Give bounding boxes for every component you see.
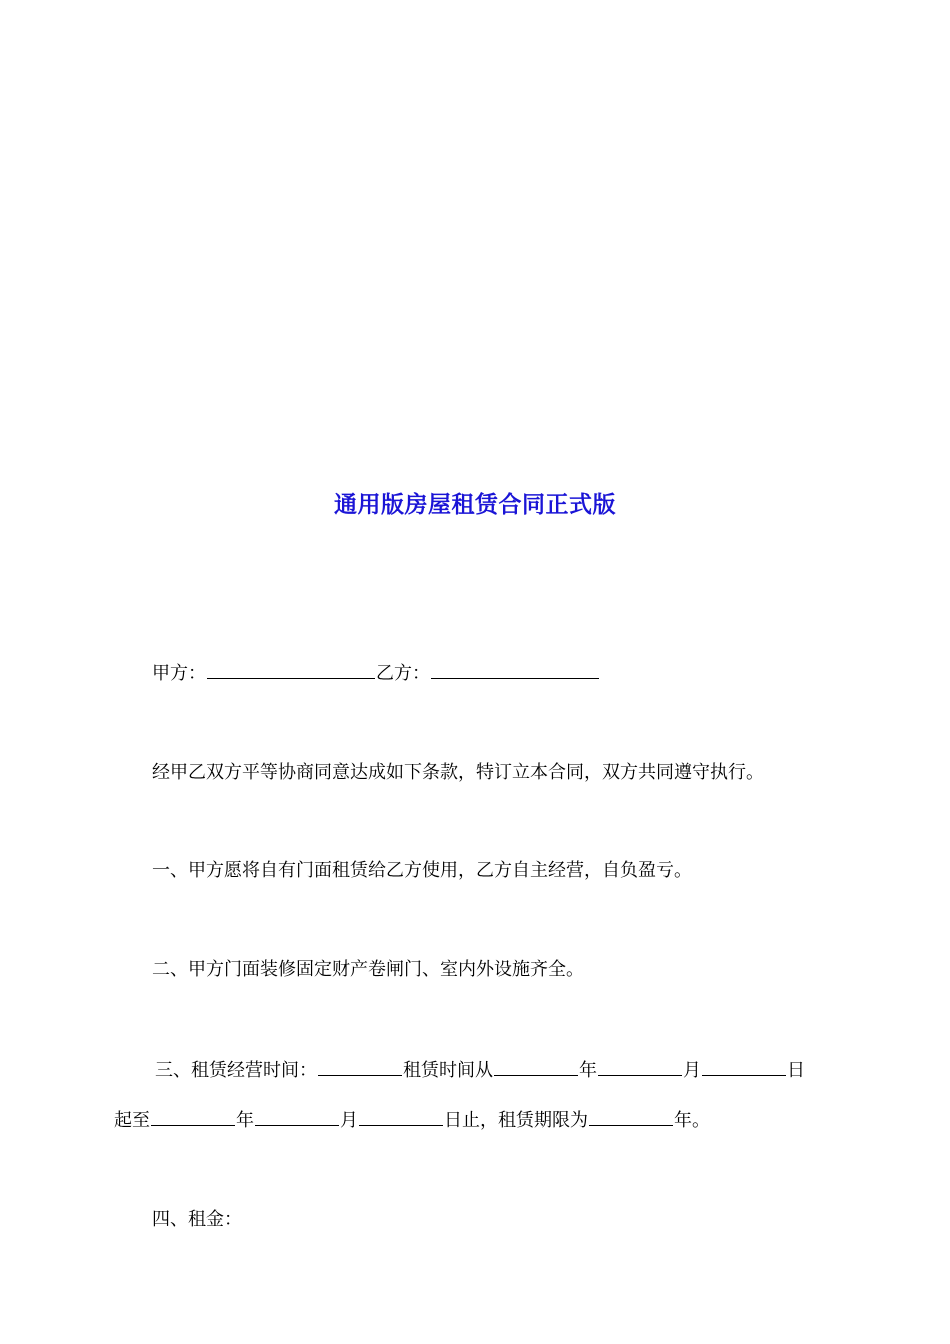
party-b-label: 乙方：: [376, 663, 430, 684]
start-month-blank: [598, 1057, 682, 1076]
party-a-label: 甲方：: [152, 663, 206, 684]
start-day-label: 日: [787, 1060, 805, 1081]
duration-blank: [318, 1057, 402, 1076]
term-years-blank: [589, 1107, 673, 1126]
start-month-label: 月: [683, 1060, 701, 1081]
start-day-blank: [702, 1057, 786, 1076]
clause-3-from-label: 租赁时间从: [403, 1060, 493, 1081]
clause-3-prefix: 三、租赁经营时间：: [155, 1060, 317, 1081]
parties-line: [152, 660, 600, 686]
party-b-blank: [431, 660, 599, 679]
end-year-label: 年: [236, 1110, 254, 1131]
end-year-blank: [151, 1107, 235, 1126]
start-year-label: 年: [579, 1060, 597, 1081]
end-day-label: 日止，租赁期限为: [444, 1110, 588, 1131]
clause-4: 四、租金：: [152, 1209, 242, 1230]
document-title: 通用版房屋租赁合同正式版: [334, 491, 616, 518]
clause-3-line-2: [114, 1107, 710, 1133]
clause-3-to-label: 起至: [114, 1110, 150, 1131]
clause-3-line-1: [155, 1057, 805, 1083]
end-day-blank: [359, 1107, 443, 1126]
start-year-blank: [494, 1057, 578, 1076]
clause-2: 二、甲方门面装修固定财产卷闸门、室内外设施齐全。: [152, 959, 584, 980]
end-month-label: 月: [340, 1110, 358, 1131]
end-month-blank: [255, 1107, 339, 1126]
clause-1: 一、甲方愿将自有门面租赁给乙方使用，乙方自主经营，自负盈亏。: [152, 860, 692, 881]
party-a-blank: [207, 660, 375, 679]
intro-paragraph: 经甲乙双方平等协商同意达成如下条款，特订立本合同，双方共同遵守执行。: [152, 762, 764, 783]
term-years-label: 年。: [674, 1110, 710, 1131]
